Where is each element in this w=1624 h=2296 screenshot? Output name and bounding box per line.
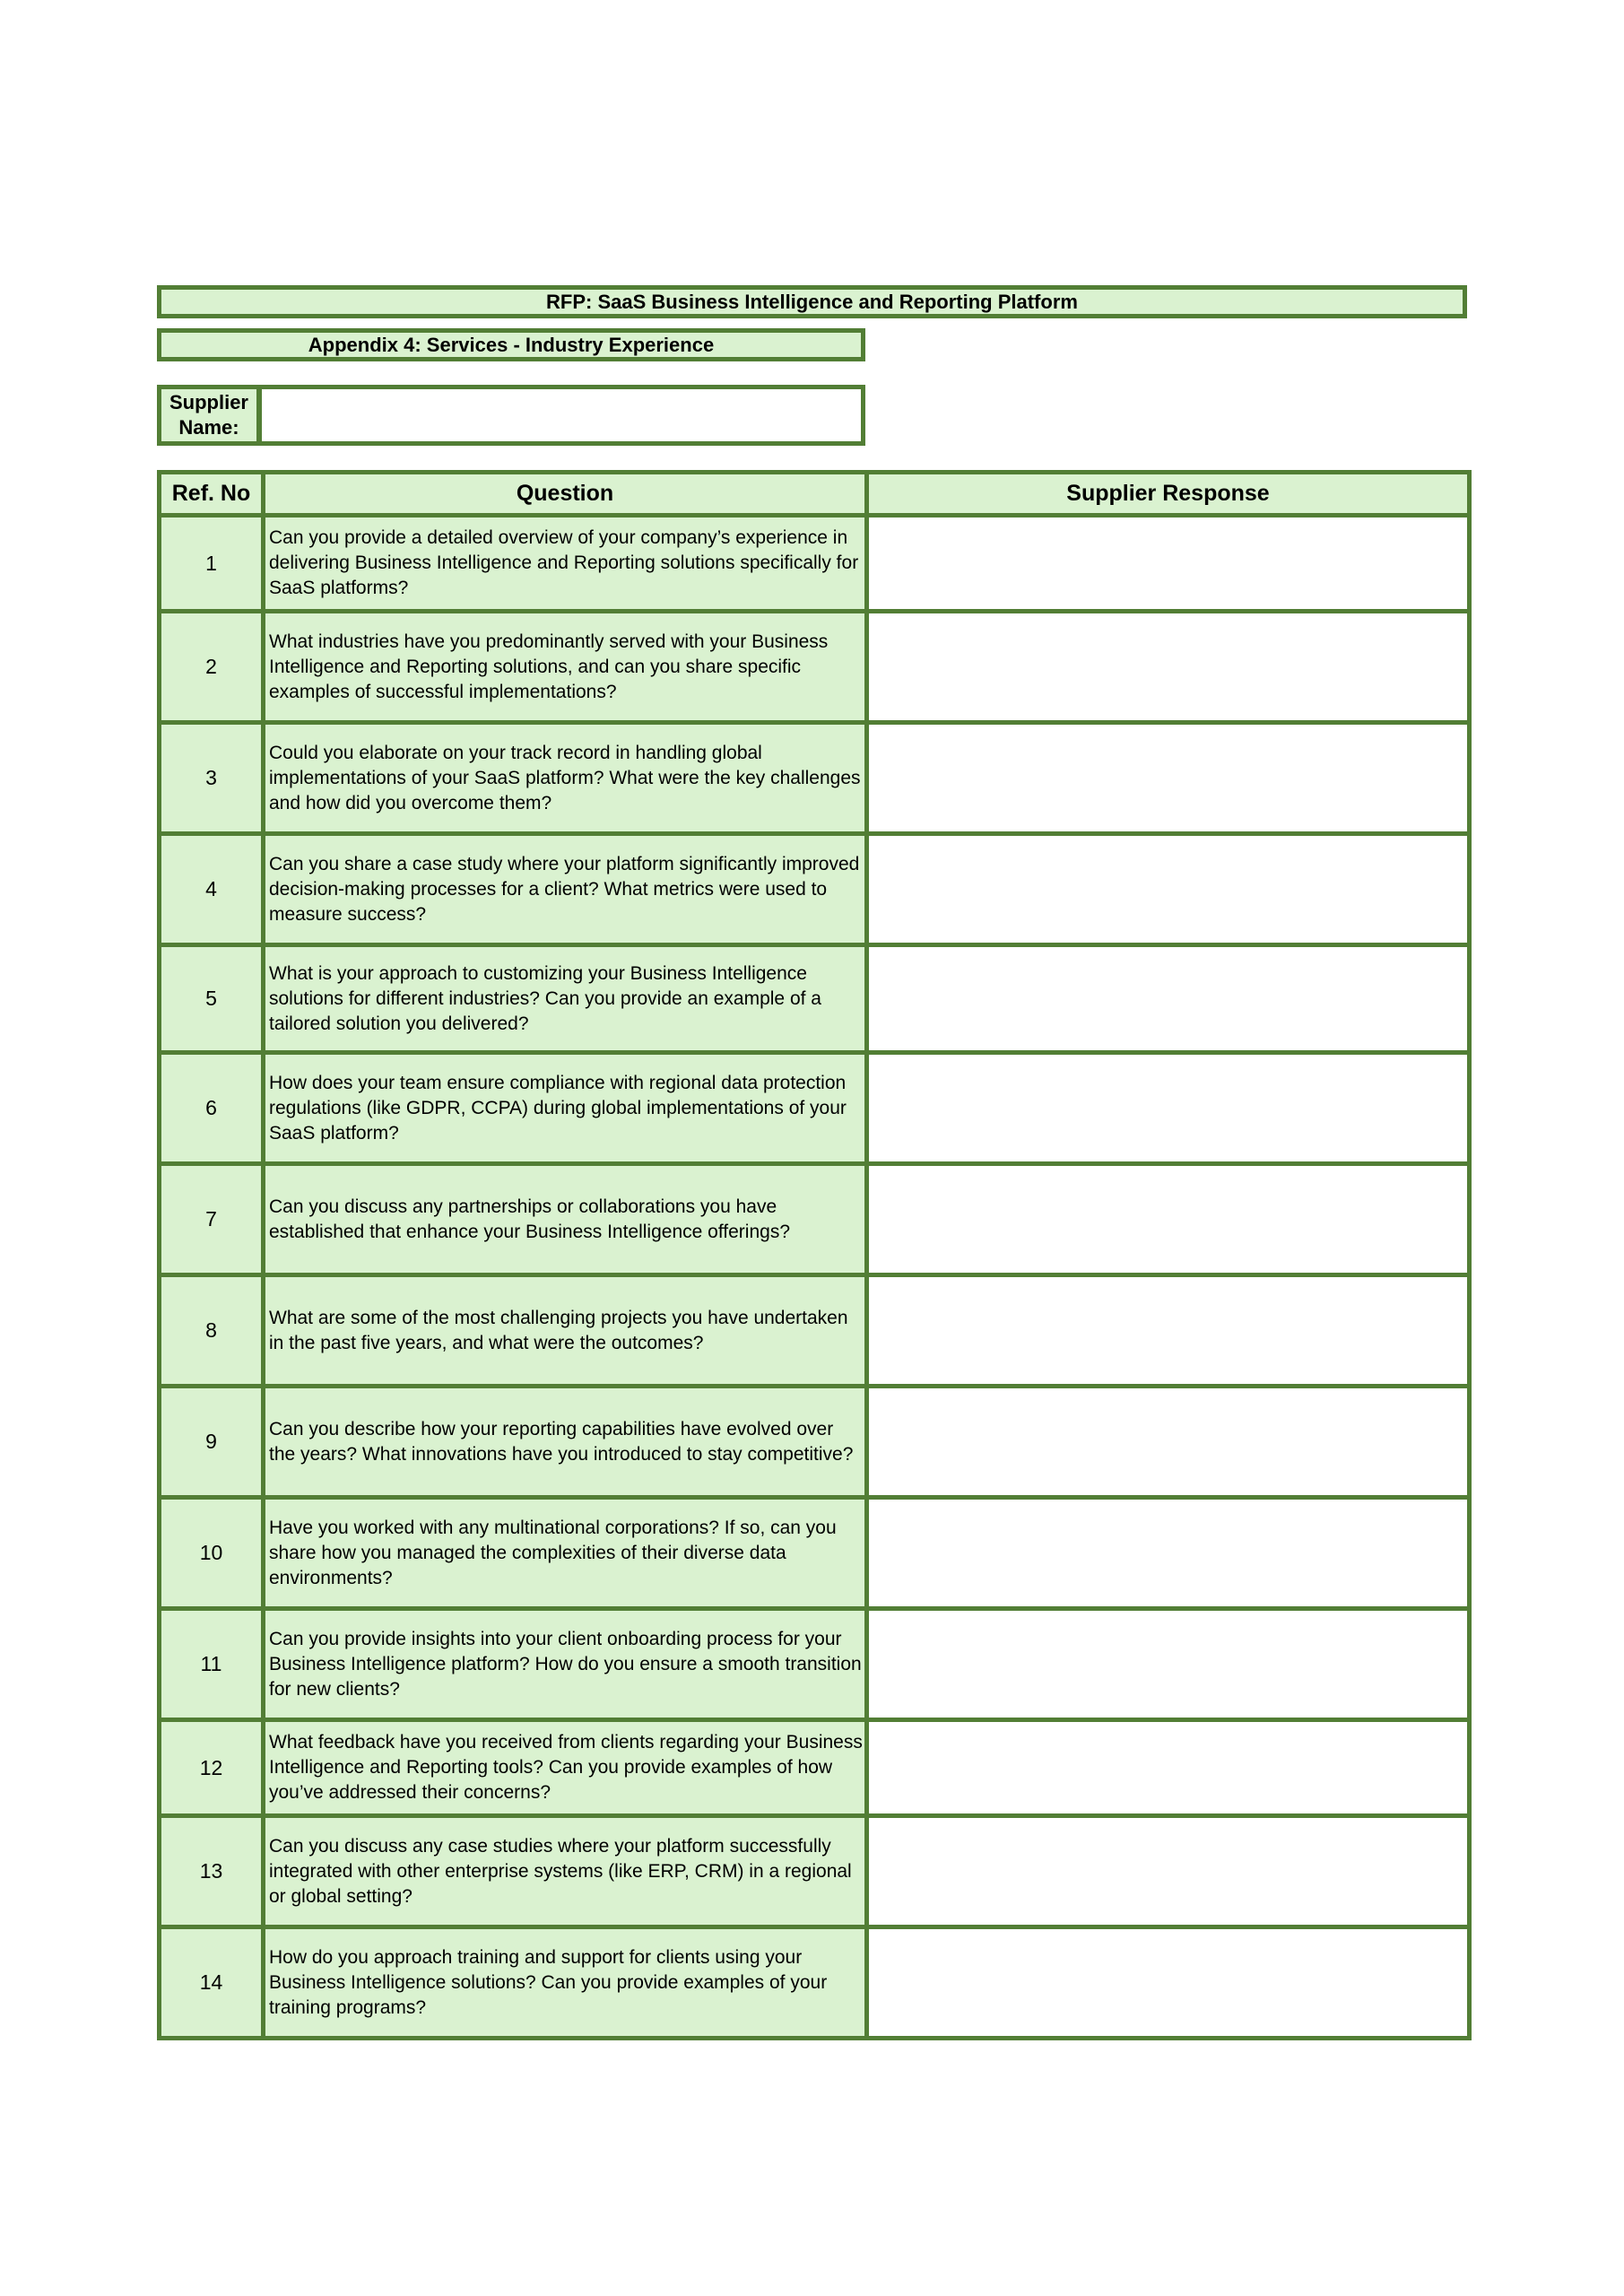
rfp-title: RFP: SaaS Business Intelligence and Reporting Platform — [157, 285, 1467, 318]
supplier-response-cell[interactable] — [867, 1275, 1470, 1387]
table-header-row — [160, 473, 1470, 516]
table-row — [160, 723, 1470, 834]
table-row — [160, 1816, 1470, 1927]
ref-no-cell: 2 — [160, 612, 264, 723]
ref-no-cell: 7 — [160, 1164, 264, 1275]
supplier-response-cell[interactable] — [867, 945, 1470, 1053]
ref-no-cell: 1 — [160, 516, 264, 612]
question-cell: What are some of the most challenging projects you have undertaken in the past five years, and what were the outcomes? — [264, 1275, 867, 1387]
questions-table — [157, 470, 1472, 2040]
supplier-response-cell[interactable] — [867, 1498, 1470, 1609]
questions-body — [160, 516, 1470, 2039]
supplier-response-header: Supplier Response — [867, 473, 1470, 516]
question-cell: Could you elaborate on your track record in handling global implementations of your SaaS platform? What were the key challenges and how did you overcome them? — [264, 723, 867, 834]
ref-no-cell: 11 — [160, 1609, 264, 1720]
ref-no-header: Ref. No — [160, 473, 264, 516]
table-row — [160, 612, 1470, 723]
question-cell: Can you share a case study where your platform significantly improved decision-making processes for a client? What metrics were used to measure success? — [264, 834, 867, 945]
supplier-response-cell[interactable] — [867, 1164, 1470, 1275]
question-cell: What feedback have you received from clients regarding your Business Intelligence and Reporting tools? Can you provide examples of how you’ve addressed their concerns? — [264, 1720, 867, 1816]
table-row — [160, 516, 1470, 612]
supplier-name-field[interactable] — [257, 385, 865, 446]
ref-no-cell: 3 — [160, 723, 264, 834]
supplier-response-cell[interactable] — [867, 834, 1470, 945]
question-cell: What is your approach to customizing your Business Intelligence solutions for different industries? Can you provide an example of a tailored solution you delivered? — [264, 945, 867, 1053]
ref-no-cell: 8 — [160, 1275, 264, 1387]
table-row — [160, 1609, 1470, 1720]
table-row — [160, 1387, 1470, 1498]
table-row — [160, 1927, 1470, 2039]
ref-no-cell: 14 — [160, 1927, 264, 2039]
supplier-response-cell[interactable] — [867, 1927, 1470, 2039]
ref-no-cell: 6 — [160, 1053, 264, 1164]
supplier-response-cell[interactable] — [867, 516, 1470, 612]
question-cell: Can you discuss any case studies where your platform successfully integrated with other enterprise systems (like ERP, CRM) in a regional or global setting? — [264, 1816, 867, 1927]
table-row — [160, 1498, 1470, 1609]
ref-no-cell: 4 — [160, 834, 264, 945]
table-row — [160, 1164, 1470, 1275]
table-row — [160, 1275, 1470, 1387]
ref-no-cell: 12 — [160, 1720, 264, 1816]
question-cell: Have you worked with any multinational corporations? If so, can you share how you managed the complexities of their diverse data environments? — [264, 1498, 867, 1609]
question-cell: Can you describe how your reporting capabilities have evolved over the years? What innovations have you introduced to stay competitive? — [264, 1387, 867, 1498]
question-cell: Can you discuss any partnerships or collaborations you have established that enhance your Business Intelligence offerings? — [264, 1164, 867, 1275]
ref-no-cell: 13 — [160, 1816, 264, 1927]
table-row — [160, 945, 1470, 1053]
question-header: Question — [264, 473, 867, 516]
table-row — [160, 834, 1470, 945]
question-cell: What industries have you predominantly served with your Business Intelligence and Reporting solutions, and can you share specific examples of successful implementations? — [264, 612, 867, 723]
question-cell: How does your team ensure compliance with regional data protection regulations (like GDPR, CCPA) during global implementations of your SaaS platform? — [264, 1053, 867, 1164]
supplier-response-cell[interactable] — [867, 723, 1470, 834]
ref-no-cell: 10 — [160, 1498, 264, 1609]
supplier-response-cell[interactable] — [867, 1609, 1470, 1720]
question-cell: Can you provide insights into your client onboarding process for your Business Intelligence platform? How do you ensure a smooth transition for new clients? — [264, 1609, 867, 1720]
question-cell: Can you provide a detailed overview of your company’s experience in delivering Business Intelligence and Reporting solutions specifically for SaaS platforms? — [264, 516, 867, 612]
table-row — [160, 1053, 1470, 1164]
supplier-name-label: Supplier Name: — [157, 385, 261, 446]
appendix-title: Appendix 4: Services - Industry Experience — [157, 328, 865, 361]
ref-no-cell: 9 — [160, 1387, 264, 1498]
ref-no-cell: 5 — [160, 945, 264, 1053]
table-row — [160, 1720, 1470, 1816]
question-cell: How do you approach training and support for clients using your Business Intelligence solutions? Can you provide examples of your training programs? — [264, 1927, 867, 2039]
supplier-response-cell[interactable] — [867, 1387, 1470, 1498]
supplier-response-cell[interactable] — [867, 1053, 1470, 1164]
supplier-response-cell[interactable] — [867, 1816, 1470, 1927]
supplier-response-cell[interactable] — [867, 612, 1470, 723]
supplier-response-cell[interactable] — [867, 1720, 1470, 1816]
